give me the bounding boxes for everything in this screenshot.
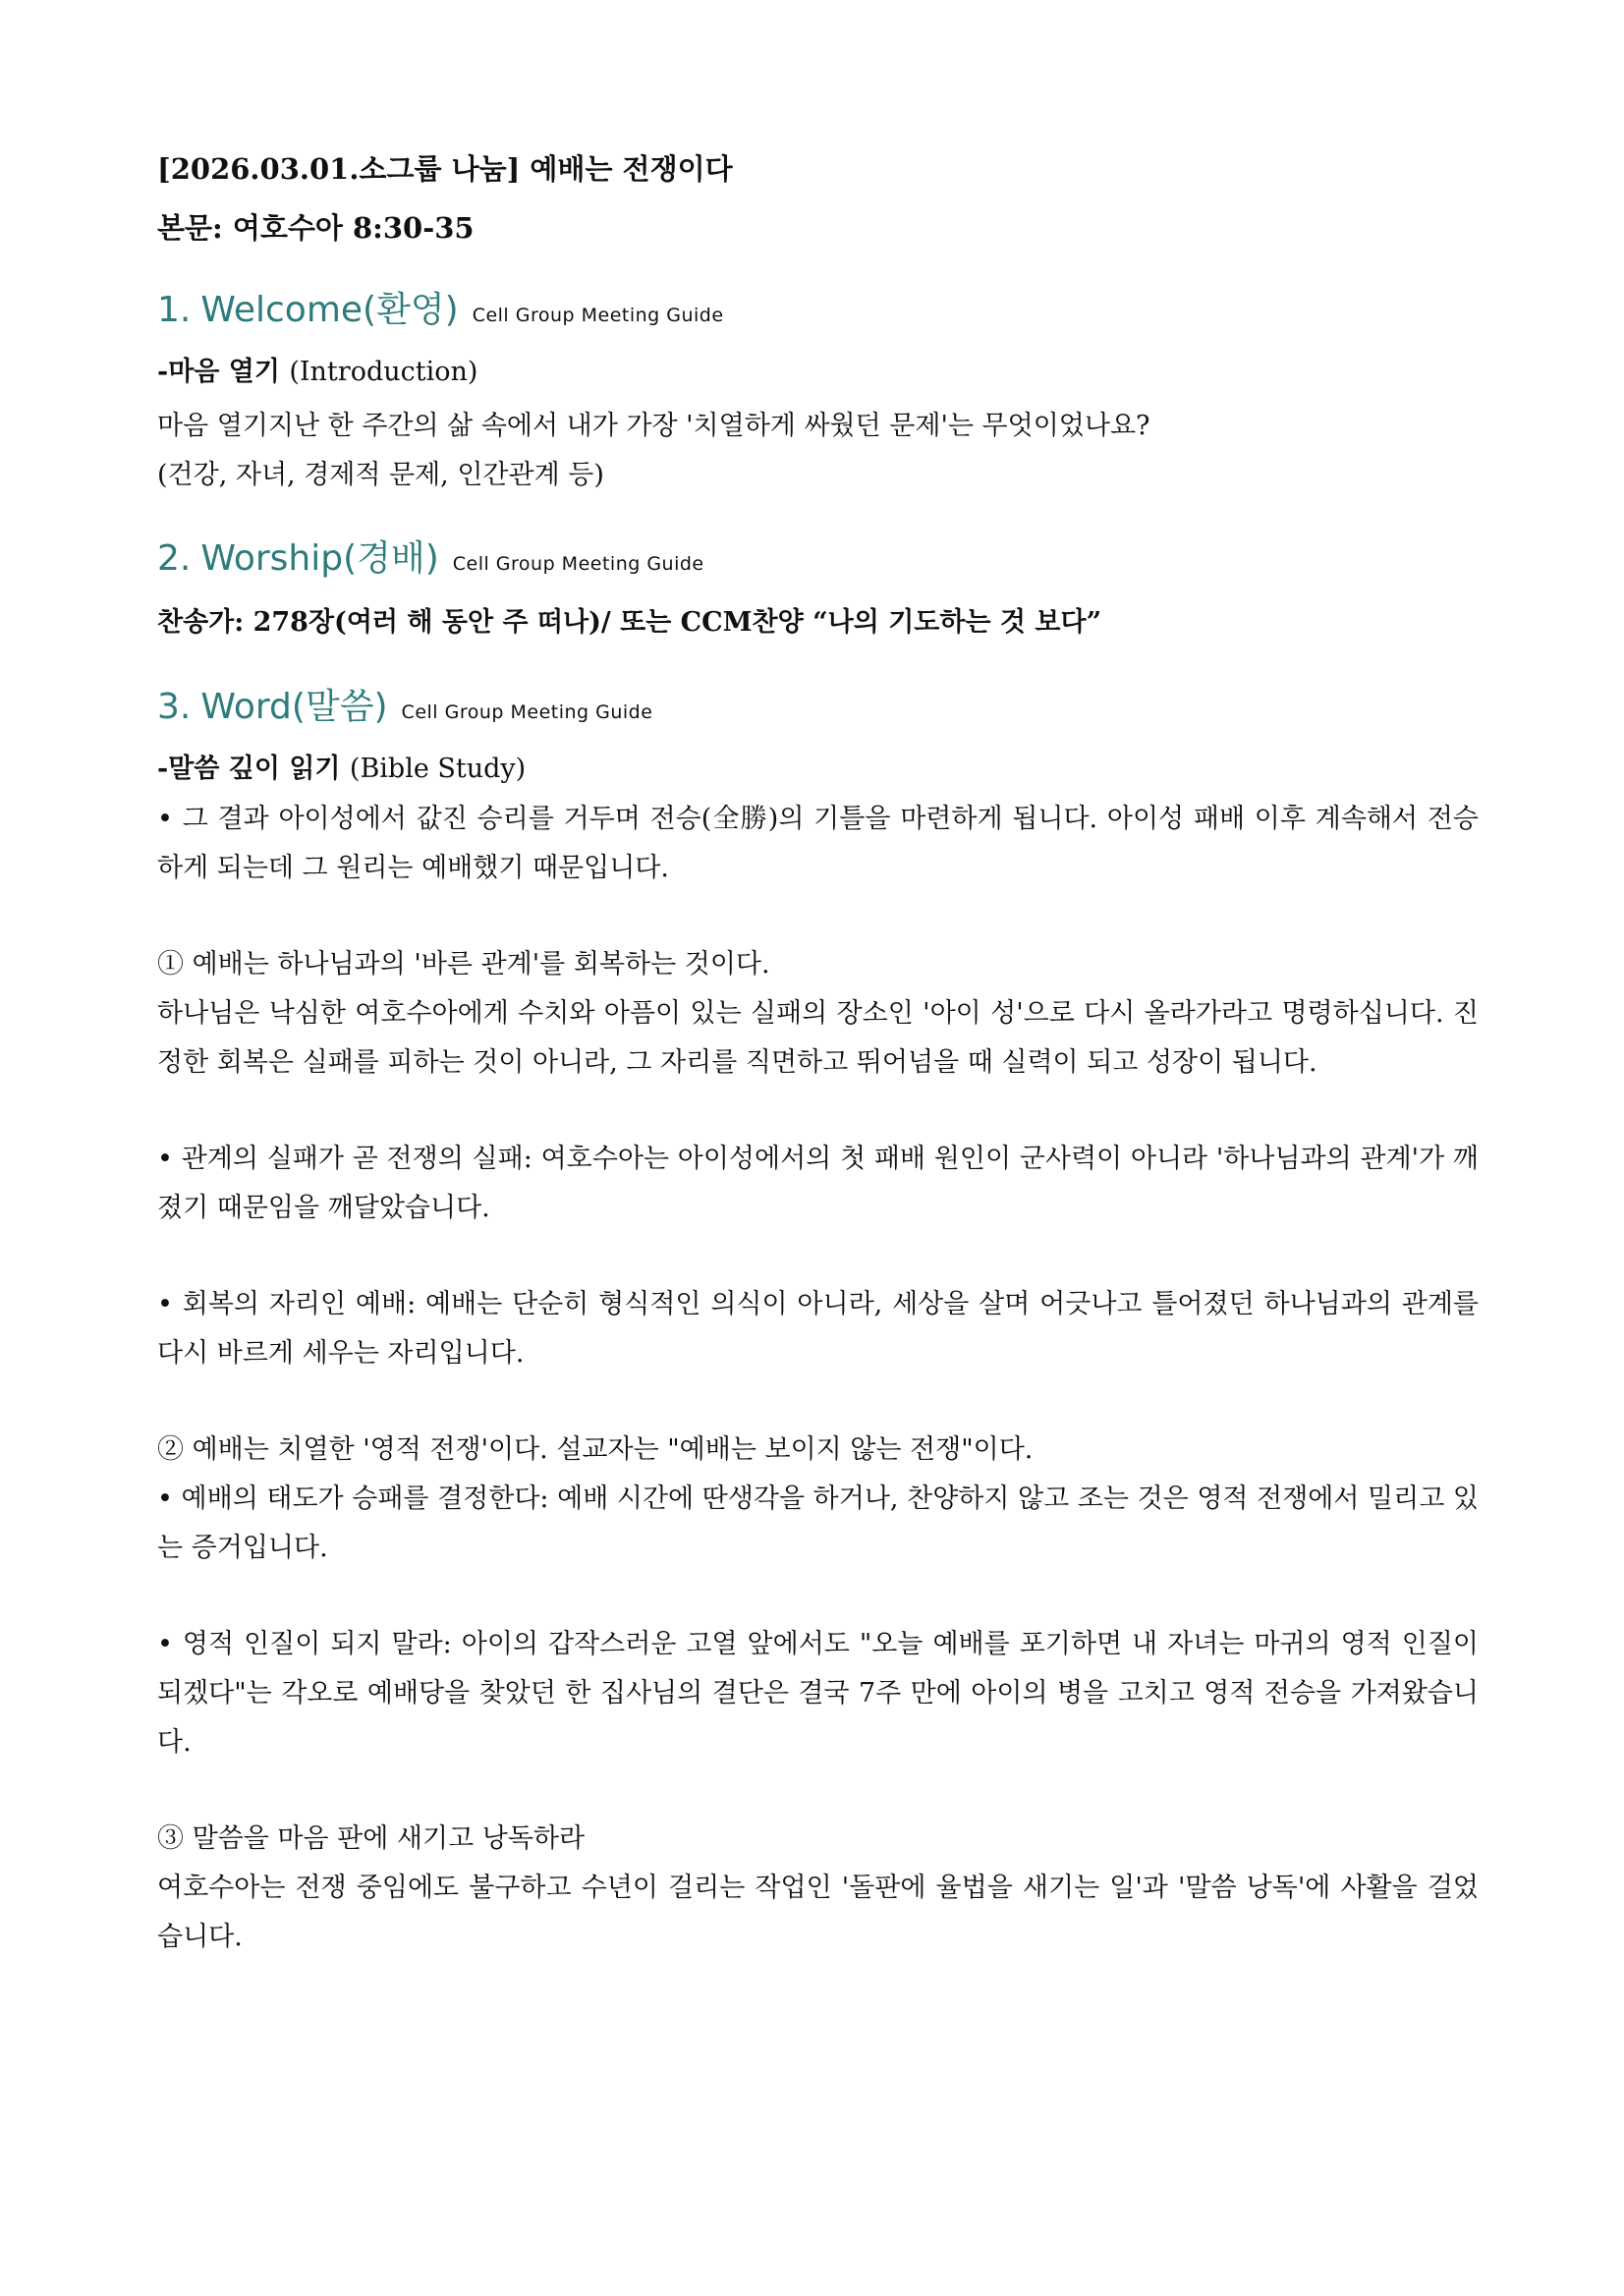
point-3-body: 여호수아는 전쟁 중임에도 불구하고 수년이 걸리는 작업인 '돌판에 율법을 새기는 일'과 '말씀 낭독'에 사활을 걸었습니다.	[157, 1873, 1479, 1952]
section-heading-worship	[157, 535, 1479, 588]
point-2-bullet-2: • 영적 인질이 되지 말라: 아이의 갑작스러운 고열 앞에서도 "오늘 예배를 포기하면 내 자녀는 마귀의 영적 인질이 되겠다"는 각오로 예배당을 찾았던 한 집사님의 결단은 결국 7주 만에 아이의 병을 고치고 영적 전승을 가져왔습니다.	[157, 1629, 1479, 1758]
point-1-body: 하나님은 낙심한 여호수아에게 수치와 아픔이 있는 실패의 장소인 '아이 성'으로 다시 올라가라고 명령하십니다. 진정한 회복은 실패를 피하는 것이 아니라, 그 자리를 직면하고 뛰어넘을 때 실력이 되고 성장이 됩니다.	[157, 998, 1479, 1078]
document-title: [2026.03.01.소그룹 나눔] 예배는 전쟁이다	[157, 152, 733, 186]
section-subtitle: Cell Group Meeting Guide	[401, 701, 653, 723]
welcome-subhead	[157, 353, 1479, 392]
word-intro-bullet: • 그 결과 아이성에서 값진 승리를 거두며 전승(全勝)의 기틀을 마련하게 됩니다. 아이성 패배 이후 계속해서 전승하게 되는데 그 원리는 예배했기 때문입니다.	[157, 804, 1479, 883]
point-1-title: ① 예배는 하나님과의 '바른 관계'를 회복하는 것이다.	[157, 949, 770, 980]
point-1-bullet-1: • 관계의 실패가 곧 전쟁의 실패: 여호수아는 아이성에서의 첫 패배 원인이 군사력이 아니라 '하나님과의 관계'가 깨졌기 때문임을 깨달았습니다.	[157, 1144, 1479, 1223]
section-title: Word(말씀)	[200, 687, 388, 727]
word-subhead	[157, 750, 1479, 789]
section-subtitle: Cell Group Meeting Guide	[472, 305, 724, 326]
scripture-reference: 본문: 여호수아 8:30-35	[157, 211, 475, 245]
welcome-question: 마음 열기지난 한 주간의 삶 속에서 내가 가장 '치열하게 싸웠던 문제'는 무엇이었나요?	[157, 411, 1150, 441]
section-number: 1.	[157, 290, 192, 330]
section-number: 2.	[157, 538, 192, 579]
section-title: Welcome(환영)	[200, 290, 459, 330]
spacer	[157, 1573, 1479, 1620]
section-number: 3.	[157, 687, 192, 727]
section-title: Worship(경배)	[200, 538, 439, 579]
spacer	[157, 1088, 1479, 1135]
point-1-bullet-2: • 회복의 자리인 예배: 예배는 단순히 형식적인 의식이 아니라, 세상을 살며 어긋나고 틀어졌던 하나님과의 관계를 다시 바르게 세우는 자리입니다.	[157, 1289, 1479, 1369]
subhead-korean: -말씀 깊이 읽기	[157, 754, 341, 784]
section-subtitle: Cell Group Meeting Guide	[452, 553, 704, 575]
subhead-korean: -마음 열기	[157, 357, 280, 387]
spacer	[157, 1378, 1479, 1426]
point-3-title: ③ 말씀을 마음 판에 새기고 낭독하라	[157, 1823, 586, 1854]
welcome-question-examples: (건강, 자녀, 경제적 문제, 인간관계 등)	[157, 460, 604, 490]
point-2-bullet-1: • 예배의 태도가 승패를 결정한다: 예배 시간에 딴생각을 하거나, 찬양하지 않고 조는 것은 영적 전쟁에서 밀리고 있는 증거입니다.	[157, 1484, 1479, 1563]
point-2-title: ② 예배는 치열한 '영적 전쟁'이다. 설교자는 "예배는 보이지 않는 전쟁"이다.	[157, 1434, 1034, 1465]
subhead-english: (Introduction)	[289, 357, 478, 387]
section-heading-word	[157, 684, 1479, 736]
hymn-line: 찬송가: 278장(여러 해 동안 주 떠나)/ 또는 CCM찬양 “나의 기도하는 것 보다”	[157, 607, 1102, 638]
subhead-english: (Bible Study)	[349, 754, 527, 784]
section-heading-welcome	[157, 287, 1479, 339]
spacer	[157, 1767, 1479, 1815]
document-page	[157, 147, 1479, 1962]
spacer	[157, 893, 1479, 940]
spacer	[157, 1233, 1479, 1280]
